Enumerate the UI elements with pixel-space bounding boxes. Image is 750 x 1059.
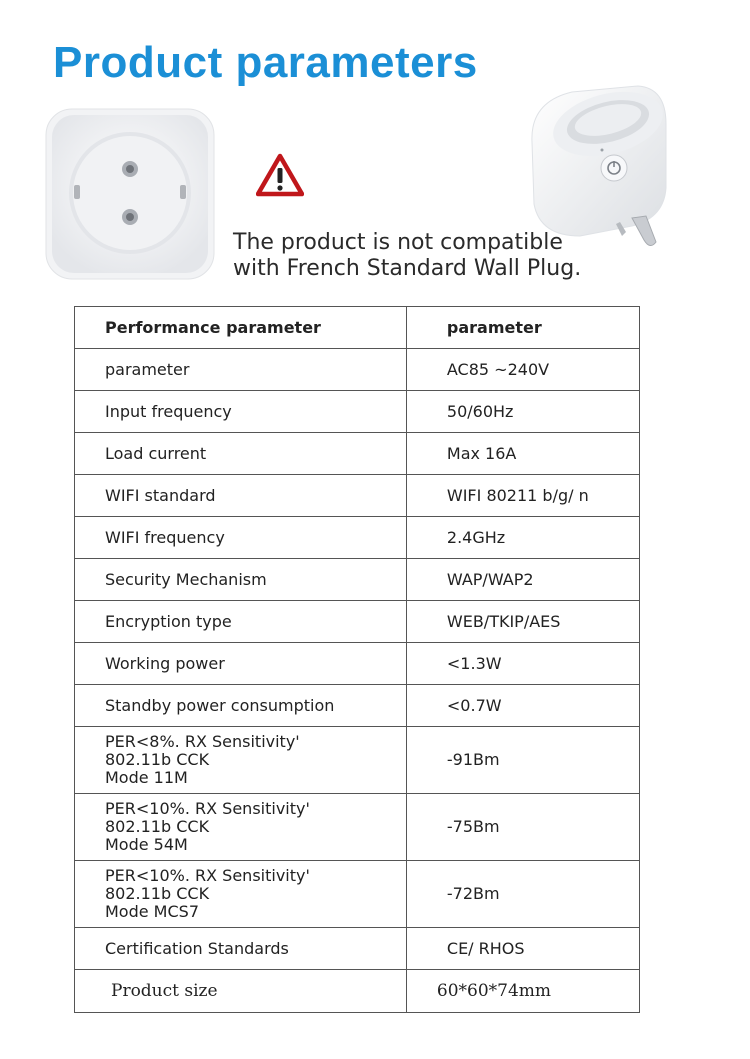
table-row: [75, 727, 640, 794]
row-value: 2.4GHz: [406, 517, 639, 559]
table-row: [75, 433, 640, 475]
row-value: AC85 ~240V: [406, 349, 639, 391]
row-label: Product size: [75, 970, 407, 1013]
row-label: PER<10%. RX Sensitivity' 802.11b CCK Mode MCS7: [75, 861, 407, 928]
row-label: Certification Standards: [75, 928, 407, 970]
row-value: WEB/TKIP/AES: [406, 601, 639, 643]
socket-side-icon: [520, 84, 670, 254]
row-label: PER<8%. RX Sensitivity' 802.11b CCK Mode 11M: [75, 727, 407, 794]
table-row: [75, 349, 640, 391]
table-row: [75, 928, 640, 970]
notice-line-1: The product is not compatible: [233, 230, 563, 255]
table-row: [75, 861, 640, 928]
row-label: WIFI frequency: [75, 517, 407, 559]
table-row: [75, 685, 640, 727]
row-value: WIFI 80211 b/g/ n: [406, 475, 639, 517]
row-value: WAP/WAP2: [406, 559, 639, 601]
table-row: [75, 475, 640, 517]
table-row: [75, 601, 640, 643]
table-row: [75, 970, 640, 1013]
table-header-row: [75, 307, 640, 349]
table-row: [75, 794, 640, 861]
table-row: [75, 643, 640, 685]
row-value: Max 16A: [406, 433, 639, 475]
header-cell: Performance parameter: [75, 307, 407, 349]
row-value: -91Bm: [406, 727, 639, 794]
row-label: Standby power consumption: [75, 685, 407, 727]
row-value: 50/60Hz: [406, 391, 639, 433]
page-title: Product parameters: [53, 38, 478, 87]
warning-triangle-icon: [256, 153, 304, 197]
row-value: <1.3W: [406, 643, 639, 685]
row-label: Working power: [75, 643, 407, 685]
row-label: Encryption type: [75, 601, 407, 643]
spec-table: [74, 306, 640, 1013]
row-value: -72Bm: [406, 861, 639, 928]
row-value: CE/ RHOS: [406, 928, 639, 970]
row-label: Input frequency: [75, 391, 407, 433]
row-value: -75Bm: [406, 794, 639, 861]
row-label: WIFI standard: [75, 475, 407, 517]
row-label: Security Mechanism: [75, 559, 407, 601]
table-row: [75, 517, 640, 559]
notice-line-2: with French Standard Wall Plug.: [233, 256, 582, 281]
compatibility-notice: [233, 230, 653, 282]
header-cell: parameter: [406, 307, 639, 349]
row-label: parameter: [75, 349, 407, 391]
table-row: [75, 559, 640, 601]
row-value: <0.7W: [406, 685, 639, 727]
row-label: PER<10%. RX Sensitivity' 802.11b CCK Mode 54M: [75, 794, 407, 861]
table-row: [75, 391, 640, 433]
row-value: 60*60*74mm: [406, 970, 639, 1013]
socket-front-icon: [42, 105, 218, 283]
row-label: Load current: [75, 433, 407, 475]
